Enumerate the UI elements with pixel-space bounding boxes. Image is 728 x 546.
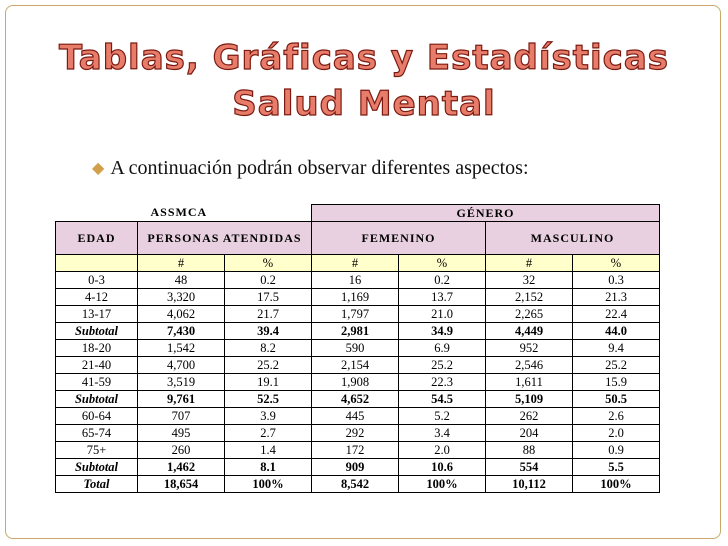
table-cell: 0.3 — [573, 272, 660, 289]
table-cell: 4,062 — [138, 306, 225, 323]
gender-header: GÉNERO — [312, 205, 660, 222]
table-cell: 5.5 — [573, 459, 660, 476]
subheader-cell: # — [312, 255, 399, 272]
table-cell: 48 — [138, 272, 225, 289]
table-cell: 4,449 — [486, 323, 573, 340]
table-cell: 204 — [486, 425, 573, 442]
table-cell: 8.2 — [225, 340, 312, 357]
table-cell: 15.9 — [573, 374, 660, 391]
table-cell: 39.4 — [225, 323, 312, 340]
table-cell: 2,981 — [312, 323, 399, 340]
table-cell: 10,112 — [486, 476, 573, 493]
table-row — [56, 306, 660, 323]
table-cell: 100% — [399, 476, 486, 493]
table-cell: 952 — [486, 340, 573, 357]
row-label: 0-3 — [56, 272, 138, 289]
table-cell: 1,169 — [312, 289, 399, 306]
table-cell: 32 — [486, 272, 573, 289]
table-cell: 1,908 — [312, 374, 399, 391]
table-cell: 3.9 — [225, 408, 312, 425]
slide-subtitle: Salud Mental — [232, 84, 496, 124]
table-cell: 50.5 — [573, 391, 660, 408]
row-label: 41-59 — [56, 374, 138, 391]
subheader-empty — [56, 255, 138, 272]
table-cell: 1.4 — [225, 442, 312, 459]
table-row — [56, 340, 660, 357]
table-cell: 2.6 — [573, 408, 660, 425]
row-label: 18-20 — [56, 340, 138, 357]
table-cell: 4,700 — [138, 357, 225, 374]
row-label: 13-17 — [56, 306, 138, 323]
table-cell: 2.0 — [399, 442, 486, 459]
table-cell: 9.4 — [573, 340, 660, 357]
table-cell: 8,542 — [312, 476, 399, 493]
table-cell: 4,652 — [312, 391, 399, 408]
table-cell: 2.0 — [573, 425, 660, 442]
table-cell: 2,154 — [312, 357, 399, 374]
table-row — [56, 323, 660, 340]
table-cell: 17.5 — [225, 289, 312, 306]
table-cell: 2,265 — [486, 306, 573, 323]
table-row — [56, 408, 660, 425]
table-cell: 88 — [486, 442, 573, 459]
table-cell: 1,797 — [312, 306, 399, 323]
row-label: Total — [56, 476, 138, 493]
table-cell: 260 — [138, 442, 225, 459]
slide-title: Tablas, Gráficas y Estadísticas — [58, 38, 670, 78]
table-cell: 5,109 — [486, 391, 573, 408]
bullet-item — [92, 157, 529, 180]
table-cell: 0.2 — [399, 272, 486, 289]
table-cell: 590 — [312, 340, 399, 357]
subheader-cell: % — [399, 255, 486, 272]
col-personas-header: PERSONAS ATENDIDAS — [138, 222, 312, 255]
row-label: Subtotal — [56, 459, 138, 476]
row-label: 60-64 — [56, 408, 138, 425]
table-row — [56, 272, 660, 289]
table-cell: 262 — [486, 408, 573, 425]
table-cell: 9,761 — [138, 391, 225, 408]
bullet-icon: ◆ — [92, 160, 105, 177]
row-label: Subtotal — [56, 323, 138, 340]
table-cell: 54.5 — [399, 391, 486, 408]
table-row — [56, 476, 660, 493]
table-cell: 100% — [573, 476, 660, 493]
table-cell: 495 — [138, 425, 225, 442]
subheader-cell: % — [225, 255, 312, 272]
table-cell: 707 — [138, 408, 225, 425]
table-row — [56, 357, 660, 374]
table-cell: 1,542 — [138, 340, 225, 357]
table-cell: 172 — [312, 442, 399, 459]
table-row — [56, 289, 660, 306]
row-label: 65-74 — [56, 425, 138, 442]
table-cell: 18,654 — [138, 476, 225, 493]
table-cell: 21.3 — [573, 289, 660, 306]
table-cell: 44.0 — [573, 323, 660, 340]
table-cell: 1,462 — [138, 459, 225, 476]
subheader-cell: # — [138, 255, 225, 272]
bullet-text: A continuación podrán observar diferentes aspectos: — [110, 157, 529, 179]
table-cell: 1,611 — [486, 374, 573, 391]
subheader-cell: % — [573, 255, 660, 272]
table-cell: 21.7 — [225, 306, 312, 323]
col-masculino-header: MASCULINO — [486, 222, 660, 255]
stats-table — [55, 204, 660, 493]
table-cell: 292 — [312, 425, 399, 442]
table-cell: 3,320 — [138, 289, 225, 306]
table-cell: 13.7 — [399, 289, 486, 306]
row-label: 4-12 — [56, 289, 138, 306]
table-cell: 25.2 — [225, 357, 312, 374]
table-cell: 7,430 — [138, 323, 225, 340]
table-cell: 100% — [225, 476, 312, 493]
table-row — [56, 425, 660, 442]
table-cell: 909 — [312, 459, 399, 476]
table-cell: 445 — [312, 408, 399, 425]
table-row — [56, 442, 660, 459]
col-edad-header: EDAD — [56, 222, 138, 255]
table-cell: 22.3 — [399, 374, 486, 391]
table-row — [56, 374, 660, 391]
table-cell: 6.9 — [399, 340, 486, 357]
table-cell: 2,546 — [486, 357, 573, 374]
subheader-cell: # — [486, 255, 573, 272]
table-cell: 3.4 — [399, 425, 486, 442]
source-label: ASSMCA — [150, 205, 208, 220]
table-cell: 2.7 — [225, 425, 312, 442]
table-cell: 52.5 — [225, 391, 312, 408]
table-cell: 19.1 — [225, 374, 312, 391]
table-cell: 2,152 — [486, 289, 573, 306]
table-row — [56, 391, 660, 408]
table-cell: 3,519 — [138, 374, 225, 391]
table-cell: 22.4 — [573, 306, 660, 323]
table-cell: 21.0 — [399, 306, 486, 323]
table-cell: 5.2 — [399, 408, 486, 425]
table-cell: 25.2 — [573, 357, 660, 374]
table-cell: 0.9 — [573, 442, 660, 459]
row-label: 75+ — [56, 442, 138, 459]
row-label: 21-40 — [56, 357, 138, 374]
table-cell: 0.2 — [225, 272, 312, 289]
table-cell: 16 — [312, 272, 399, 289]
table-cell: 34.9 — [399, 323, 486, 340]
table-cell: 8.1 — [225, 459, 312, 476]
row-label: Subtotal — [56, 391, 138, 408]
col-femenino-header: FEMENINO — [312, 222, 486, 255]
table-row — [56, 459, 660, 476]
table-cell: 554 — [486, 459, 573, 476]
table-cell: 25.2 — [399, 357, 486, 374]
table-cell: 10.6 — [399, 459, 486, 476]
